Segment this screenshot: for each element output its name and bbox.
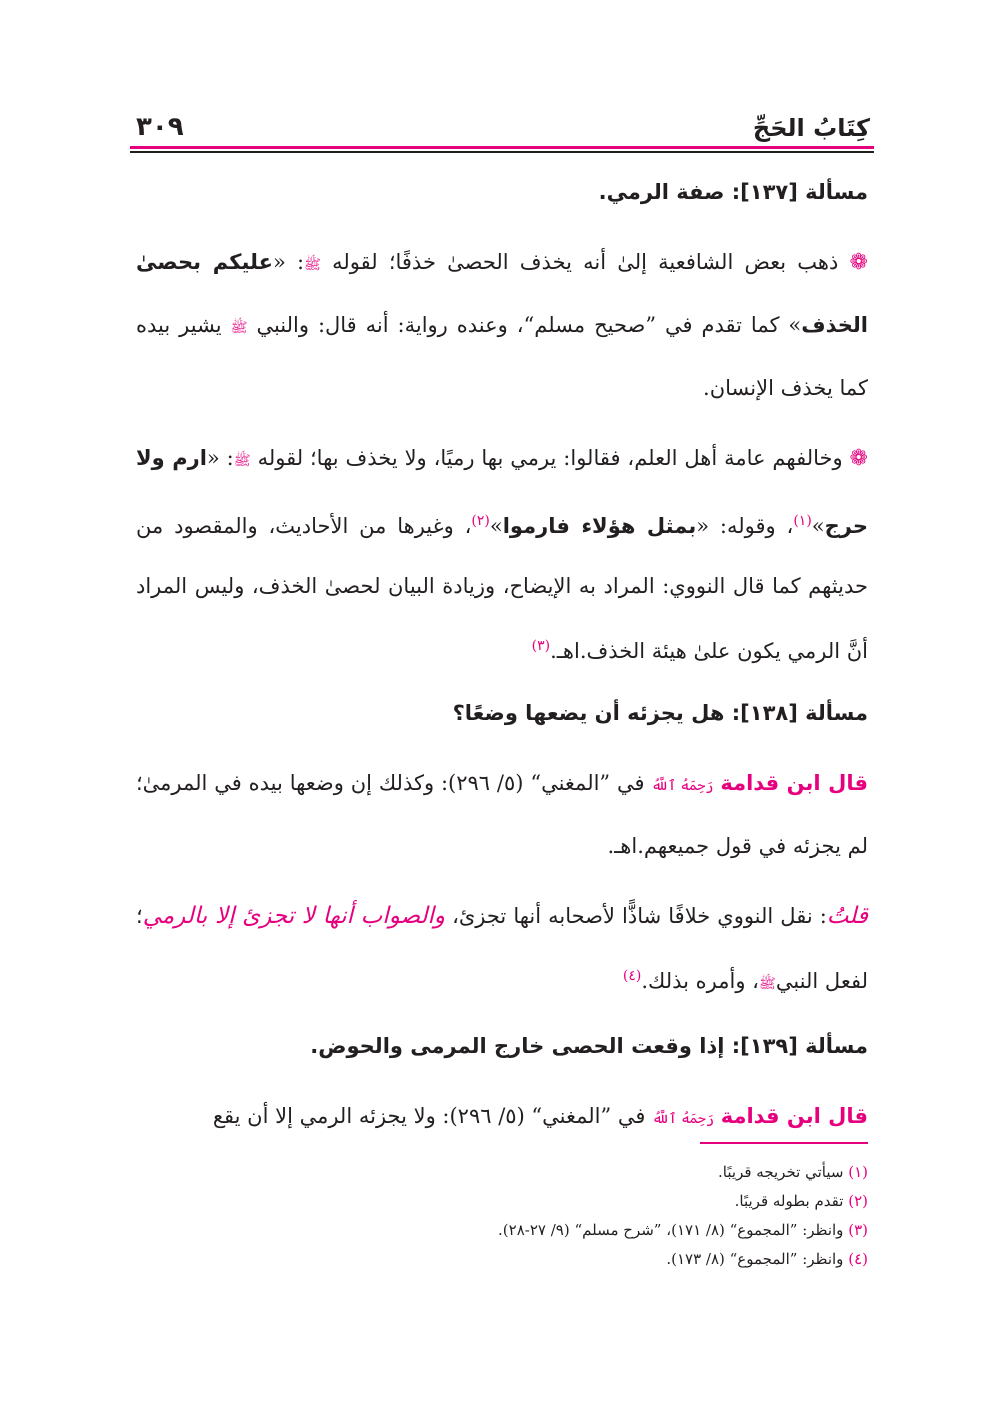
- question-label: مسألة [١٣٨]:: [731, 701, 868, 725]
- text: في ”المغني“ (٥/ ٢٩٦): وكذلك إن وضعها بيده في المرمىٰ؛ لم يجزئه في قول جميعهم.اهـ.: [136, 771, 868, 858]
- question-label: مسألة [١٣٧]:: [731, 180, 868, 204]
- footnote-number: (٢): [848, 1192, 868, 1210]
- footnote-text: سيأتي تخريجه قريبًا.: [718, 1163, 844, 1181]
- footnote-2: [136, 1187, 868, 1216]
- text: ، وغيرها من الأحاديث، والمقصود من حديثهم كما قال النووي: المراد به الإيضاح، وزيادة البيان لحصىٰ الخذف، وليس المراد أنَّ الرمي يكون علىٰ هيئة الخذف.اهـ.: [136, 514, 868, 663]
- question-title: هل يجزئه أن يضعها وضعًا؟: [452, 701, 725, 725]
- rahimahullah-ligature: رَحِمَهُ ٱللَّهُ: [651, 778, 714, 794]
- footnote-number: (٣): [848, 1221, 868, 1239]
- rahimahullah-ligature: رَحِمَهُ ٱللَّهُ: [652, 1111, 715, 1127]
- text: ذهب بعض الشافعية إلىٰ أنه يخذف الحصىٰ خذفًا؛ لقوله: [332, 250, 839, 274]
- paragraph-5: [136, 1086, 868, 1149]
- footnote-rule: [700, 1142, 868, 1144]
- footnotes: [136, 1158, 868, 1274]
- footnote-text: تقدم بطوله قريبًا.: [734, 1192, 844, 1210]
- text: »: [489, 514, 503, 538]
- question-139: [136, 1024, 868, 1068]
- salawat-ligature-icon: ﷺ: [758, 976, 776, 992]
- paragraph-3: [136, 753, 868, 876]
- footnote-text: وانظر: ”المجموع“ (٨/ ١٧٣).: [666, 1250, 844, 1268]
- footnote-4: [136, 1245, 868, 1274]
- footnote-number: (١): [848, 1163, 868, 1181]
- text: : «: [206, 446, 234, 470]
- text: يشير بيده كما يخذف الإنسان.: [136, 313, 868, 400]
- paragraph-1: [136, 232, 868, 418]
- footnote-ref[interactable]: (٣): [531, 638, 551, 654]
- page-body: [136, 170, 868, 1159]
- text: وخالفهم عامة أهل العلم، فقالوا: يرمي بها رميًا، ولا يخذف بها؛ لقوله: [257, 446, 843, 470]
- text: في ”المغني“ (٥/ ٢٩٦): ولا يجزئه الرمي إلا أن يقع: [212, 1104, 646, 1128]
- flower-ornament-icon: ❁: [849, 250, 868, 275]
- footnote-number: (٤): [848, 1250, 868, 1268]
- footnote-3: [136, 1216, 868, 1245]
- text: ، وقوله: «: [696, 514, 794, 538]
- paragraph-2: [136, 428, 868, 681]
- text: ؛ لفعل النبي: [136, 904, 868, 993]
- question-137: [136, 170, 868, 214]
- text: : نقل النووي خلافًا شاذًّا لأصحابه أنها تجزئ،: [452, 904, 827, 928]
- salawat-ligature-icon: ﷺ: [304, 257, 321, 273]
- header-rule-pink: [130, 146, 874, 149]
- text: ، وأمره بذلك.: [641, 969, 759, 993]
- flower-ornament-icon: ❁: [849, 446, 868, 471]
- hadith-quote: عليكم بحصىٰ الخذف: [136, 250, 868, 337]
- qultu-label: قلتُ: [826, 903, 868, 929]
- text: »: [811, 514, 825, 538]
- footnote-ref[interactable]: (١): [793, 513, 812, 529]
- verdict-highlight: والصواب أنها لا تجزئ إلا بالرمي: [142, 903, 446, 929]
- question-138: [136, 691, 868, 735]
- hadith-quote: بمثل هؤلاء فارموا: [502, 514, 697, 538]
- author-name: قال ابن قدامة: [720, 1104, 868, 1128]
- footnote-1: [136, 1158, 868, 1187]
- footnote-ref[interactable]: (٢): [471, 513, 490, 529]
- page-header: [130, 108, 874, 148]
- author-name: قال ابن قدامة: [720, 771, 868, 795]
- salawat-ligature-icon: ﷺ: [230, 320, 248, 336]
- hadith-quote: ارم ولا حرج: [136, 446, 868, 538]
- paragraph-4: [136, 886, 868, 1014]
- footnote-ref[interactable]: (٤): [622, 968, 642, 984]
- header-rule-dark: [130, 151, 874, 153]
- chapter-title: كِتَابُ الحَجِّ: [752, 114, 870, 142]
- text: » كما تقدم في ”صحيح مسلم“، وعنده رواية: أنه قال: والنبي: [256, 313, 802, 337]
- text: : «: [272, 250, 305, 274]
- question-title: صفة الرمي.: [598, 180, 725, 204]
- question-label: مسألة [١٣٩]:: [731, 1034, 868, 1058]
- page-number: ٣٠٩: [136, 112, 184, 142]
- question-title: إذا وقعت الحصى خارج المرمى والحوض.: [310, 1034, 725, 1058]
- footnote-text: وانظر: ”المجموع“ (٨/ ١٧١)، ”شرح مسلم“ (٩/ ٢٧-٢٨).: [498, 1221, 844, 1239]
- salawat-ligature-icon: ﷺ: [233, 453, 251, 469]
